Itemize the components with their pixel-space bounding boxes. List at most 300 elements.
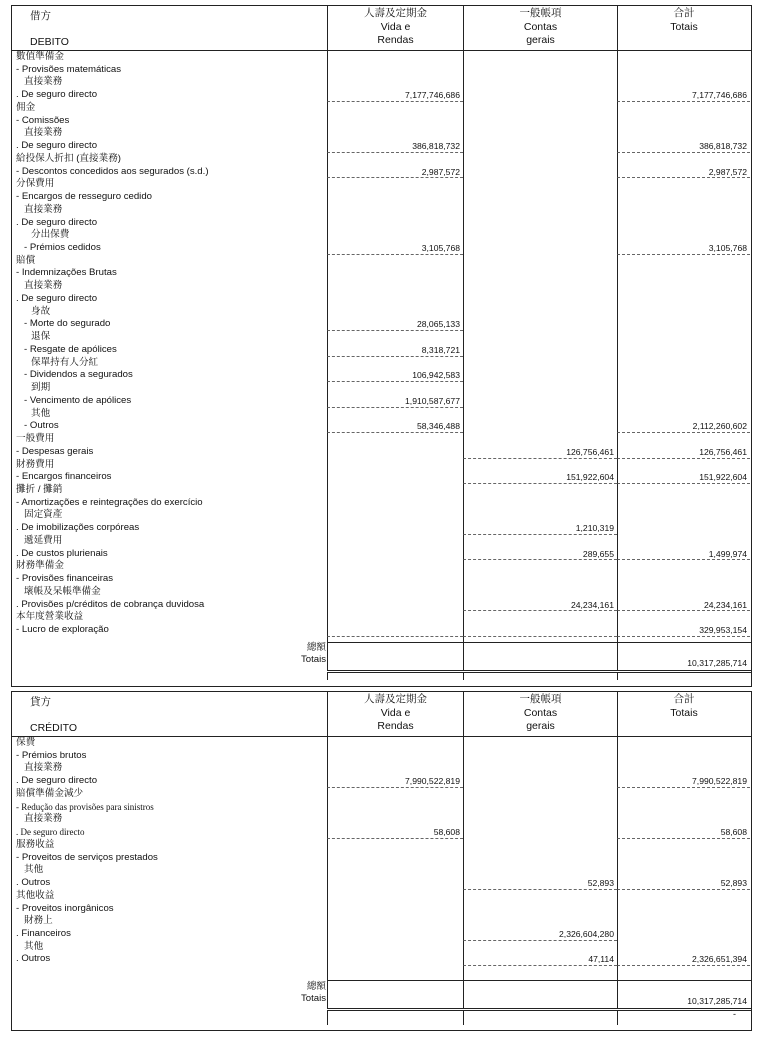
row-value-v2 <box>463 750 617 763</box>
row-value-v3 <box>617 573 750 586</box>
table-row <box>12 548 751 561</box>
credit-totals-row <box>12 980 751 1008</box>
column-header-pt2: Rendas <box>377 34 414 46</box>
row-value-v2 <box>463 864 617 877</box>
row-value-v3 <box>617 839 750 852</box>
table-row <box>12 509 751 522</box>
row-value-v2 <box>463 344 617 357</box>
row-value-v1 <box>327 408 463 421</box>
row-value-v1 <box>327 573 463 586</box>
debit-table <box>11 5 752 687</box>
row-value-v2 <box>463 509 617 522</box>
table-row <box>12 928 751 941</box>
table-row <box>12 51 751 64</box>
row-value-v1 <box>327 115 463 128</box>
row-value-v1 <box>327 433 463 446</box>
row-value-v3 <box>617 459 750 472</box>
row-value-v1 <box>327 953 463 966</box>
row-value-v3 <box>617 280 750 293</box>
row-value-v1 <box>327 839 463 852</box>
row-value-v1 <box>327 915 463 928</box>
table-row <box>12 941 751 954</box>
row-value-v2: 126,756,461 <box>463 446 617 459</box>
row-value-v2 <box>463 560 617 573</box>
row-value-v3 <box>617 737 750 750</box>
row-value-v3: 7,177,746,686 <box>617 89 750 102</box>
totals-label-zh: 總額 <box>306 642 326 654</box>
row-value-v1 <box>327 497 463 510</box>
row-value-v1 <box>327 280 463 293</box>
row-label: 其他 <box>24 864 44 876</box>
row-label: 直接業務 <box>24 280 63 292</box>
row-label: 遞延費用 <box>24 534 63 546</box>
row-value-v1 <box>327 127 463 140</box>
table-row <box>12 318 751 331</box>
totals-v1 <box>327 643 463 670</box>
row-value-v1 <box>327 64 463 77</box>
row-value-v3 <box>617 369 750 382</box>
row-label: . De seguro directo <box>16 827 85 838</box>
column-header-pt1: Contas <box>523 20 558 33</box>
table-row <box>12 737 751 750</box>
row-value-v3 <box>617 522 750 535</box>
table-row <box>12 522 751 535</box>
table-row <box>12 826 751 839</box>
row-value-v3 <box>617 382 750 395</box>
row-value-v1: 28,065,133 <box>327 318 463 331</box>
row-value-v3 <box>617 229 750 242</box>
spacer-cell <box>463 637 617 642</box>
table-row <box>12 357 751 370</box>
row-value-v1 <box>327 750 463 763</box>
row-value-v2: 47,114 <box>463 953 617 966</box>
row-value-v2 <box>463 852 617 865</box>
row-value-v1 <box>327 357 463 370</box>
row-value-v3 <box>617 191 750 204</box>
row-value-v1 <box>327 331 463 344</box>
column-header-zh: 合計 <box>673 7 695 19</box>
table-row <box>12 76 751 89</box>
row-value-v3 <box>617 76 750 89</box>
row-value-v3: 7,990,522,819 <box>617 775 750 788</box>
row-label: - Descontos concedidos aos segurados (s.d.) <box>16 165 209 177</box>
row-value-v2 <box>463 433 617 446</box>
row-label: - Morte do segurado <box>24 318 111 330</box>
row-label: - Prémios cedidos <box>24 242 101 254</box>
table-row <box>12 178 751 191</box>
row-value-v3 <box>617 586 750 599</box>
row-value-v2 <box>463 586 617 599</box>
row-value-v2 <box>463 408 617 421</box>
row-label: . De seguro directo <box>16 140 98 152</box>
totals-v2 <box>463 981 617 1008</box>
table-row <box>12 852 751 865</box>
table-row <box>12 191 751 204</box>
row-value-v3 <box>617 433 750 446</box>
table-row <box>12 877 751 890</box>
row-value-v3 <box>617 941 750 954</box>
row-label: - Proveitos inorgânicos <box>16 902 114 914</box>
row-label: 退保 <box>31 331 51 343</box>
table-row <box>12 446 751 459</box>
table-row <box>12 624 751 637</box>
row-value-v1: 8,318,721 <box>327 344 463 357</box>
row-value-v1 <box>327 586 463 599</box>
row-value-v3 <box>617 51 750 64</box>
totals-label-pt: Totais <box>300 992 326 1004</box>
column-header <box>463 692 617 736</box>
column-header-zh: 一般帳項 <box>519 693 562 705</box>
table-row <box>12 535 751 548</box>
row-value-v3 <box>617 852 750 865</box>
row-value-v1: 58,608 <box>327 826 463 839</box>
row-value-v2 <box>463 255 617 268</box>
row-value-v2 <box>463 178 617 191</box>
table-row <box>12 217 751 230</box>
row-label: 直接業務 <box>24 203 63 215</box>
column-header-zh: 人壽及定期金 <box>364 693 427 705</box>
row-value-v2 <box>463 915 617 928</box>
row-label: 分保費用 <box>16 178 55 190</box>
row-label: . De seguro directo <box>16 775 98 787</box>
row-value-v2 <box>463 51 617 64</box>
row-value-v3 <box>617 127 750 140</box>
credit-footer-row <box>12 1008 751 1025</box>
row-label: 本年度營業收益 <box>16 611 84 623</box>
row-value-v2 <box>463 573 617 586</box>
row-value-v2 <box>463 140 617 153</box>
footer-cell <box>327 673 463 680</box>
column-header-pt2: Rendas <box>377 720 414 732</box>
row-value-v2 <box>463 89 617 102</box>
totals-label <box>12 641 327 670</box>
row-value-v3: 58,608 <box>617 826 750 839</box>
row-label: . De seguro directo <box>16 292 98 304</box>
row-value-v3 <box>617 217 750 230</box>
row-value-v2 <box>463 191 617 204</box>
row-value-v3: 151,922,604 <box>617 471 750 484</box>
table-row <box>12 864 751 877</box>
row-value-v2: 151,922,604 <box>463 471 617 484</box>
row-value-v1 <box>327 102 463 115</box>
row-value-v3: 386,818,732 <box>617 140 750 153</box>
row-value-v1 <box>327 535 463 548</box>
row-value-v3 <box>617 535 750 548</box>
row-value-v3 <box>617 497 750 510</box>
footer-cell <box>12 670 327 680</box>
row-value-v3 <box>617 395 750 408</box>
column-header-zh: 人壽及定期金 <box>364 7 427 19</box>
row-value-v3 <box>617 115 750 128</box>
row-value-v2 <box>463 459 617 472</box>
row-label: - Comissões <box>16 114 70 126</box>
table-row <box>12 573 751 586</box>
column-header <box>463 6 617 50</box>
row-label: - Outros <box>24 420 59 432</box>
row-value-v2 <box>463 369 617 382</box>
row-label: - Despesas gerais <box>16 445 94 457</box>
row-value-v2 <box>463 890 617 903</box>
row-label: . De seguro directo <box>16 216 98 228</box>
row-value-v3 <box>617 64 750 77</box>
row-value-v1 <box>327 941 463 954</box>
row-value-v1 <box>327 813 463 826</box>
column-header <box>327 6 463 50</box>
table-row <box>12 484 751 497</box>
row-value-v1 <box>327 459 463 472</box>
column-header <box>617 692 750 736</box>
row-value-v3 <box>617 293 750 306</box>
row-label: 財務費用 <box>16 458 55 470</box>
table-row <box>12 280 751 293</box>
row-value-v2 <box>463 839 617 852</box>
row-label: 數值準備金 <box>16 51 64 62</box>
row-value-v3 <box>617 344 750 357</box>
table-row <box>12 497 751 510</box>
row-value-v1 <box>327 153 463 166</box>
column-header-zh: 合計 <box>673 693 695 705</box>
table-row <box>12 153 751 166</box>
footer-cell <box>463 673 617 680</box>
row-label: 到期 <box>31 382 51 394</box>
row-value-v3 <box>617 267 750 280</box>
spacer-cell <box>12 966 327 980</box>
row-value-v1 <box>327 51 463 64</box>
table-row <box>12 229 751 242</box>
table-row <box>12 382 751 395</box>
row-label: 保單持有人分紅 <box>31 356 99 368</box>
credit-header-label <box>12 692 327 736</box>
row-value-v2 <box>463 775 617 788</box>
row-value-v1 <box>327 611 463 624</box>
row-label: - Provisões financeiras <box>16 573 114 585</box>
row-value-v1 <box>327 762 463 775</box>
row-value-v3 <box>617 484 750 497</box>
table-row <box>12 813 751 826</box>
row-value-v3: 2,112,260,602 <box>617 420 750 433</box>
column-header-pt1: Vida e <box>380 20 411 33</box>
row-value-v1 <box>327 229 463 242</box>
table-row <box>12 599 751 612</box>
row-value-v3 <box>617 204 750 217</box>
table-row <box>12 890 751 903</box>
table-row <box>12 762 751 775</box>
row-value-v2 <box>463 941 617 954</box>
row-value-v3 <box>617 102 750 115</box>
table-row <box>12 166 751 179</box>
row-label: - Prémios brutos <box>16 749 87 761</box>
row-value-v2 <box>463 293 617 306</box>
row-value-v2 <box>463 115 617 128</box>
row-value-v1 <box>327 560 463 573</box>
credit-table <box>11 691 752 1031</box>
table-row <box>12 611 751 624</box>
debit-totals-row <box>12 642 751 670</box>
row-value-v2 <box>463 229 617 242</box>
spacer-cell <box>327 966 463 980</box>
totals-label <box>12 980 327 1009</box>
row-value-v2 <box>463 64 617 77</box>
row-value-v1: 1,910,587,677 <box>327 395 463 408</box>
row-label: 壞帳及呆帳準備金 <box>24 585 101 597</box>
row-value-v1 <box>327 484 463 497</box>
table-row <box>12 331 751 344</box>
row-label: - Resgate de apólices <box>24 343 117 355</box>
row-value-v2 <box>463 267 617 280</box>
side-title-pt: DEBITO <box>30 36 69 48</box>
row-value-v3: 3,105,768 <box>617 242 750 255</box>
row-value-v1 <box>327 548 463 561</box>
row-value-v2 <box>463 102 617 115</box>
table-row <box>12 102 751 115</box>
table-row <box>12 560 751 573</box>
row-value-v2 <box>463 318 617 331</box>
row-label: - Amortizações e reintegrações do exercício <box>16 496 203 508</box>
row-label: 直接業務 <box>24 76 63 88</box>
row-value-v2 <box>463 813 617 826</box>
spacer-cell <box>617 637 750 642</box>
row-value-v2 <box>463 903 617 916</box>
row-value-v1 <box>327 204 463 217</box>
row-value-v2 <box>463 357 617 370</box>
row-value-v3 <box>617 357 750 370</box>
row-label: . De custos plurienais <box>16 547 108 559</box>
row-label: 財務上 <box>24 915 53 927</box>
row-label: 直接業務 <box>24 762 63 774</box>
row-label: - Lucro de exploração <box>16 624 109 636</box>
row-label: - Dividendos a segurados <box>24 369 133 381</box>
row-value-v1 <box>327 801 463 814</box>
row-value-v1 <box>327 737 463 750</box>
row-value-v3 <box>617 611 750 624</box>
row-value-v2 <box>463 204 617 217</box>
row-value-v3 <box>617 331 750 344</box>
table-row <box>12 127 751 140</box>
row-value-v3 <box>617 928 750 941</box>
row-label: 賠償 <box>16 254 36 266</box>
row-value-v3 <box>617 153 750 166</box>
row-value-v2 <box>463 76 617 89</box>
row-value-v1 <box>327 852 463 865</box>
row-value-v3: 2,987,572 <box>617 166 750 179</box>
row-value-v3: 2,326,651,394 <box>617 953 750 966</box>
column-header-pt2: gerais <box>526 720 555 732</box>
totals-value: 10,317,285,714 <box>617 643 750 670</box>
row-value-v2 <box>463 331 617 344</box>
row-value-v2: 1,210,319 <box>463 522 617 535</box>
table-row <box>12 953 751 966</box>
table-row <box>12 775 751 788</box>
row-value-v3 <box>617 864 750 877</box>
spacer-cell <box>463 966 617 980</box>
row-label: 身故 <box>31 305 51 317</box>
footer-cell <box>463 1011 617 1025</box>
column-header-pt1: Vida e <box>380 706 411 719</box>
row-value-v1: 2,987,572 <box>327 166 463 179</box>
table-row <box>12 344 751 357</box>
row-value-v1 <box>327 471 463 484</box>
row-value-v1 <box>327 624 463 637</box>
credit-body <box>12 737 751 966</box>
row-value-v3 <box>617 903 750 916</box>
row-value-v1: 7,177,746,686 <box>327 89 463 102</box>
column-header-pt2: Totais <box>670 706 698 719</box>
table-row <box>12 903 751 916</box>
row-label: 保費 <box>16 737 36 748</box>
row-label: - Encargos de resseguro cedido <box>16 191 152 203</box>
row-value-v2 <box>463 420 617 433</box>
row-value-v1 <box>327 877 463 890</box>
row-value-v1 <box>327 788 463 801</box>
table-row <box>12 255 751 268</box>
row-value-v2 <box>463 826 617 839</box>
table-row <box>12 408 751 421</box>
table-row <box>12 267 751 280</box>
totals-v2 <box>463 643 617 670</box>
credit-header <box>12 692 751 737</box>
row-value-v3: 24,234,161 <box>617 599 750 612</box>
spacer-cell <box>327 637 463 642</box>
row-label: - Redução das provisões para sinistros <box>16 801 154 812</box>
row-value-v2 <box>463 166 617 179</box>
footer-value <box>617 673 750 680</box>
debit-header-label <box>12 6 327 50</box>
spacer-cell <box>617 966 750 980</box>
row-label: 直接業務 <box>24 127 63 139</box>
side-title-zh: 借方 <box>30 10 51 22</box>
row-value-v1: 58,346,488 <box>327 420 463 433</box>
footer-cell <box>12 1008 327 1025</box>
row-value-v1 <box>327 522 463 535</box>
row-value-v3 <box>617 306 750 319</box>
row-label: . De seguro directo <box>16 89 98 101</box>
row-label: - Vencimento de apólices <box>24 394 132 406</box>
row-value-v3 <box>617 788 750 801</box>
row-value-v1: 3,105,768 <box>327 242 463 255</box>
row-value-v2 <box>463 382 617 395</box>
row-label: 直接業務 <box>24 813 63 825</box>
row-label: 其他收益 <box>16 889 55 901</box>
row-value-v2: 289,655 <box>463 548 617 561</box>
row-label: 給投保人折扣 (直接業務) <box>16 152 121 164</box>
row-value-v3: 126,756,461 <box>617 446 750 459</box>
row-value-v2 <box>463 497 617 510</box>
column-header-pt2: gerais <box>526 34 555 46</box>
row-label: 佣金 <box>16 101 36 113</box>
column-header-zh: 一般帳項 <box>519 7 562 19</box>
row-label: - Indemnizações Brutas <box>16 267 117 279</box>
row-label: - Provisões matemáticas <box>16 63 122 75</box>
table-row <box>12 801 751 814</box>
row-value-v2 <box>463 127 617 140</box>
row-value-v3 <box>617 408 750 421</box>
table-row <box>12 64 751 77</box>
row-value-v1 <box>327 864 463 877</box>
table-row <box>12 471 751 484</box>
row-label: 分出保費 <box>31 229 70 241</box>
totals-label-zh: 總額 <box>306 980 326 992</box>
row-value-v2 <box>463 242 617 255</box>
column-header-pt2: Totais <box>670 20 698 33</box>
row-value-v1 <box>327 599 463 612</box>
row-value-v3: 52,893 <box>617 877 750 890</box>
row-value-v3 <box>617 178 750 191</box>
table-row <box>12 459 751 472</box>
row-label: 服務收益 <box>16 838 55 850</box>
side-title-pt: CRÉDITO <box>30 722 78 734</box>
row-value-v2 <box>463 611 617 624</box>
table-row <box>12 788 751 801</box>
